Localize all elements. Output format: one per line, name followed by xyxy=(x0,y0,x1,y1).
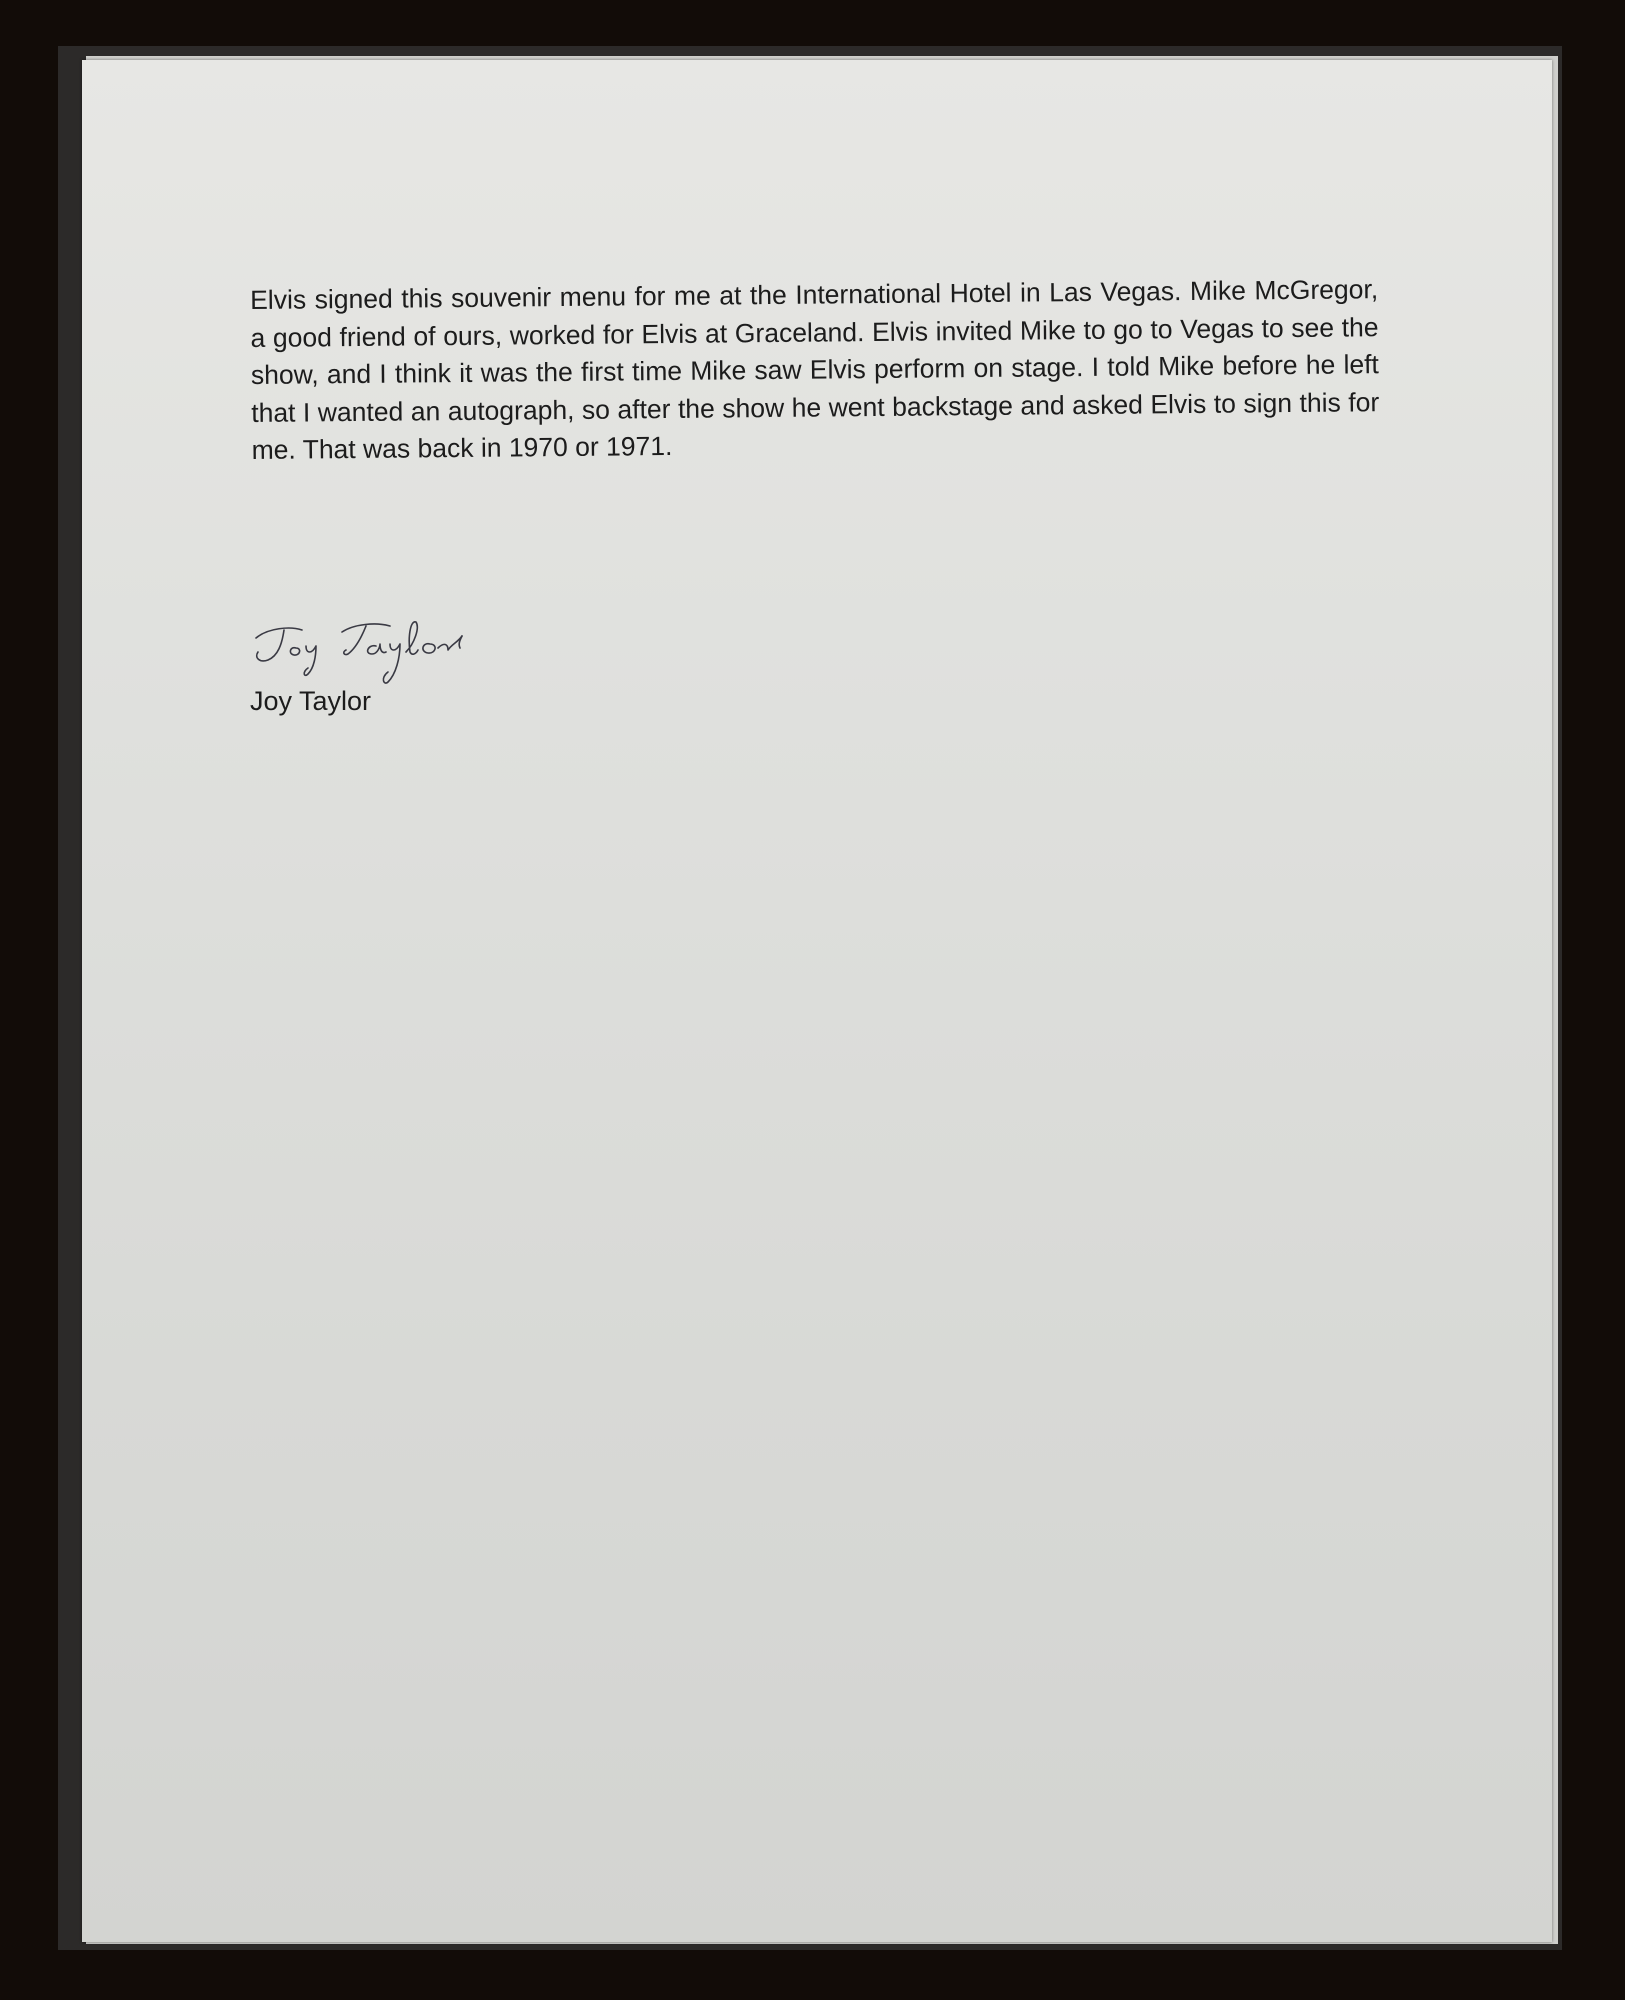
letter-page xyxy=(82,60,1552,1942)
signer-name: Joy Taylor xyxy=(250,686,372,716)
letter-paragraph: Elvis signed this souvenir menu for me at the International Hotel in Las Vegas. Mike McGregor, a good friend of ours, worked for Elvis at Graceland. Elvis invited Mike to go to Vegas to see the show, and I think it was the first time Mike saw Elvis perform on stage. I told Mike before he left that I wanted an autograph, so after the show he went backstage and asked Elvis to sign this for me. That was back in 1970 or 1971. xyxy=(250,274,1380,465)
